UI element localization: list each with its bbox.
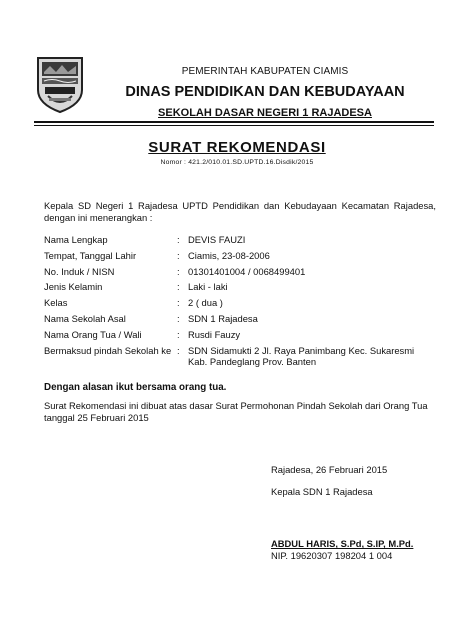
field-separator: : bbox=[177, 344, 180, 356]
field-value: 2 ( dua ) bbox=[188, 297, 223, 309]
letter-title: SURAT REKOMENDASI bbox=[148, 139, 326, 156]
field-row-destination-school bbox=[44, 345, 436, 371]
field-separator: : bbox=[177, 328, 180, 340]
closing-paragraph: Surat Rekomendasi ini dibuat atas dasar Surat Permohonan Pindah Sekolah dari Orang Tua tanggal 25 Februari 2015 bbox=[44, 400, 428, 423]
signature-place-date: Rajadesa, 26 Februari 2015 bbox=[271, 464, 388, 475]
student-details bbox=[44, 234, 436, 371]
letterhead-rule-thin bbox=[34, 125, 434, 126]
field-separator: : bbox=[177, 312, 180, 324]
letterhead-rule-thick bbox=[34, 121, 434, 123]
signatory-nip: NIP. 19620307 198204 1 004 bbox=[271, 550, 393, 561]
letter-number: Nomor : 421.2/010.01.SD.UPTD.16.Disdik/2015 bbox=[160, 159, 314, 166]
field-label: Nama Sekolah Asal bbox=[44, 312, 126, 324]
government-name: PEMERINTAH KABUPATEN CIAMIS bbox=[181, 66, 349, 77]
field-row-origin-school bbox=[44, 313, 436, 329]
regency-emblem-icon bbox=[34, 54, 86, 114]
intro-paragraph: Kepala SD Negeri 1 Rajadesa UPTD Pendidikan dan Kebudayaan Kecamatan Rajadesa, dengan ini menerangkan : bbox=[44, 200, 436, 223]
field-label: Nama Lengkap bbox=[44, 234, 108, 245]
field-separator: : bbox=[177, 297, 180, 309]
field-row-full-name bbox=[44, 234, 436, 250]
field-value: SDN 1 Rajadesa bbox=[188, 312, 258, 324]
signatory-role: Kepala SDN 1 Rajadesa bbox=[271, 486, 373, 497]
field-separator: : bbox=[177, 234, 180, 245]
field-value: SDN Sidamukti 2 Jl. Raya Panimbang Kec. Sukaresmi Kab. Pandeglang Prov. Banten bbox=[188, 344, 415, 367]
signatory-name: ABDUL HARIS, S.Pd, S.IP, M.Pd. bbox=[271, 538, 414, 549]
reason-statement: Dengan alasan ikut bersama orang tua. bbox=[44, 382, 227, 393]
field-value: Rusdi Fauzy bbox=[188, 328, 241, 340]
field-separator: : bbox=[177, 281, 180, 293]
field-value: Ciamis, 23-08-2006 bbox=[188, 249, 270, 261]
field-value: Laki - laki bbox=[188, 281, 228, 293]
department-name: DINAS PENDIDIKAN DAN KEBUDAYAAN bbox=[125, 84, 405, 100]
field-label: Kelas bbox=[44, 297, 68, 309]
field-value: DEVIS FAUZI bbox=[188, 234, 246, 245]
field-label: Bermaksud pindah Sekolah ke bbox=[44, 344, 172, 356]
field-label: Nama Orang Tua / Wali bbox=[44, 328, 142, 340]
field-row-birth bbox=[44, 250, 436, 266]
field-row-gender bbox=[44, 281, 436, 297]
field-row-class bbox=[44, 297, 436, 313]
field-label: Tempat, Tanggal Lahir bbox=[44, 249, 137, 261]
field-separator: : bbox=[177, 249, 180, 261]
field-row-student-id bbox=[44, 266, 436, 282]
field-row-parent bbox=[44, 329, 436, 345]
field-value: 01301401004 / 0068499401 bbox=[188, 265, 306, 277]
school-name: SEKOLAH DASAR NEGERI 1 RAJADESA bbox=[158, 107, 372, 119]
field-label: No. Induk / NISN bbox=[44, 265, 115, 277]
field-separator: : bbox=[177, 265, 180, 277]
field-label: Jenis Kelamin bbox=[44, 281, 103, 293]
